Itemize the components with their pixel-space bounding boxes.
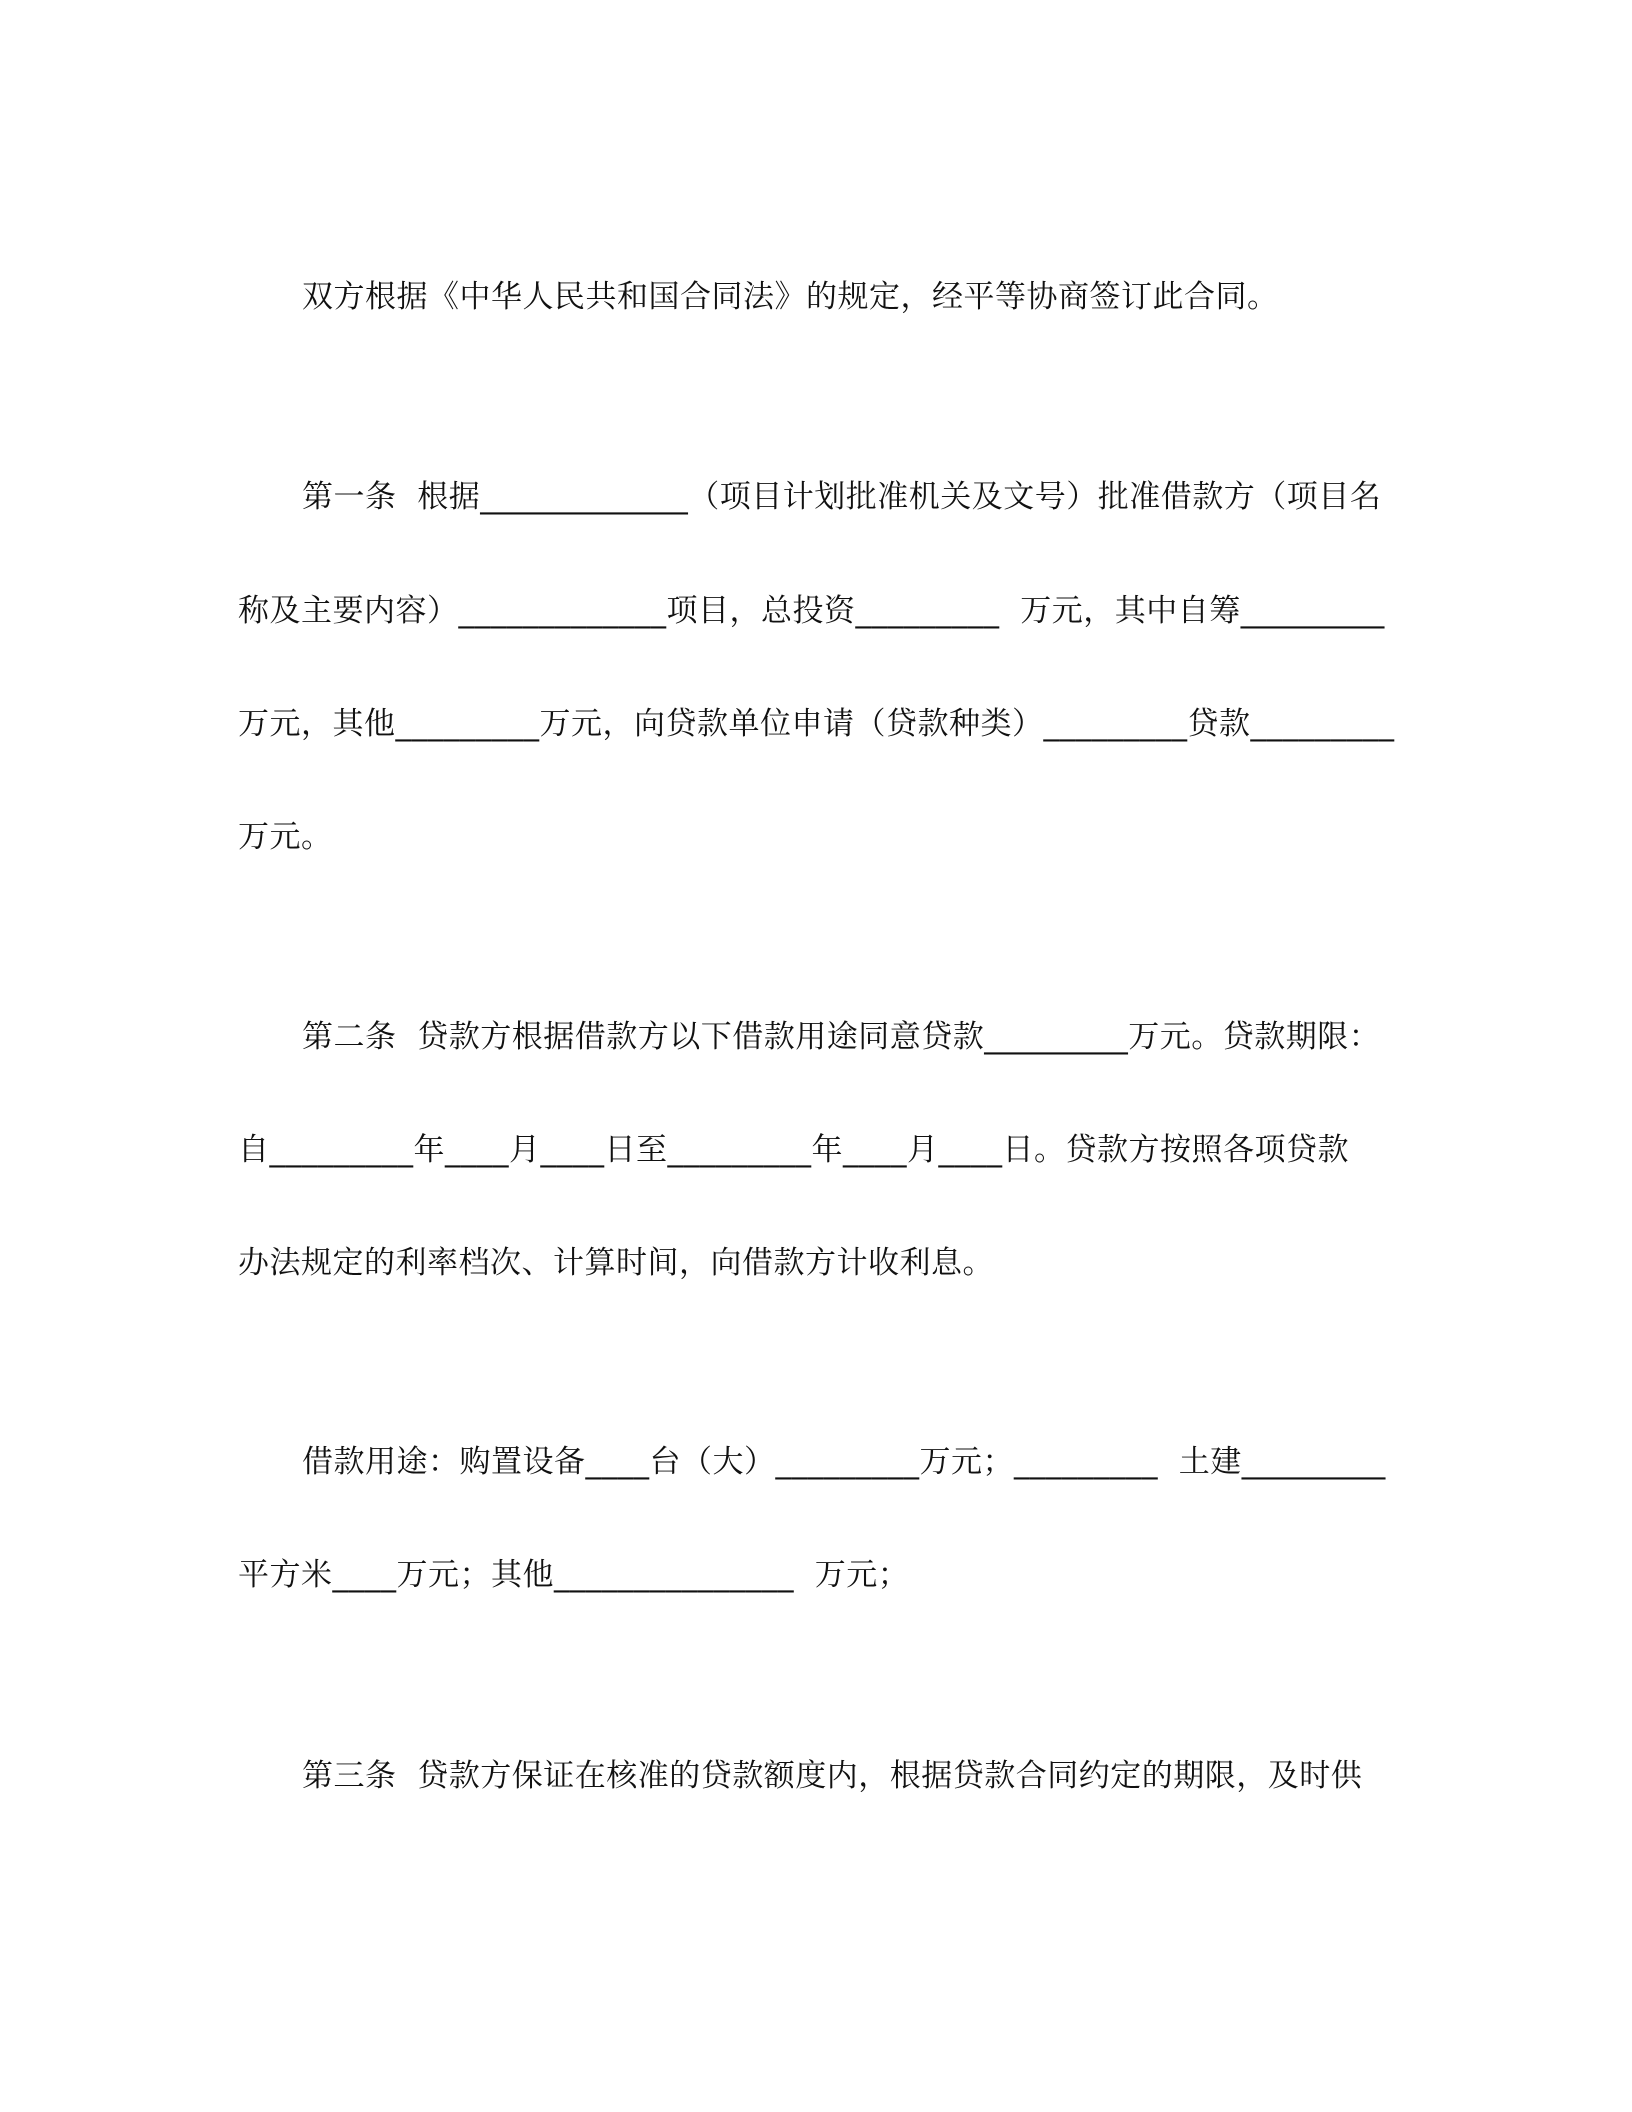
usage-line-1: 借款用途：购置设备____台（大）_________万元；_________ 土建_________ [302,1444,1386,1480]
article-2-line-3: 办法规定的利率档次、计算时间，向借款方计收利息。 [238,1245,994,1281]
article-2-line-2: 自_________年____月____日至_________年____月____日。贷款方按照各项贷款 [238,1132,1349,1168]
article-1-line-4: 万元。 [238,819,333,855]
article-2-line-1: 第二条 贷款方根据借款方以下借款用途同意贷款_________万元。贷款期限： [302,1019,1381,1055]
article-1-line-3: 万元，其他_________万元，向贷款单位申请（贷款种类）_________贷款_________ [238,706,1395,742]
article-3-line-1: 第三条 贷款方保证在核准的贷款额度内，根据贷款合同约定的期限，及时供 [302,1758,1363,1794]
intro-paragraph: 双方根据《中华人民共和国合同法》的规定，经平等协商签订此合同。 [302,279,1279,315]
usage-line-2: 平方米____万元；其他_______________ 万元； [238,1557,910,1593]
article-1-line-2: 称及主要内容）_____________项目，总投资_________ 万元，其中自筹_________ [238,593,1385,629]
article-1-line-1: 第一条 根据_____________（项目计划批准机关及文号）批准借款方（项目名 [302,479,1382,515]
